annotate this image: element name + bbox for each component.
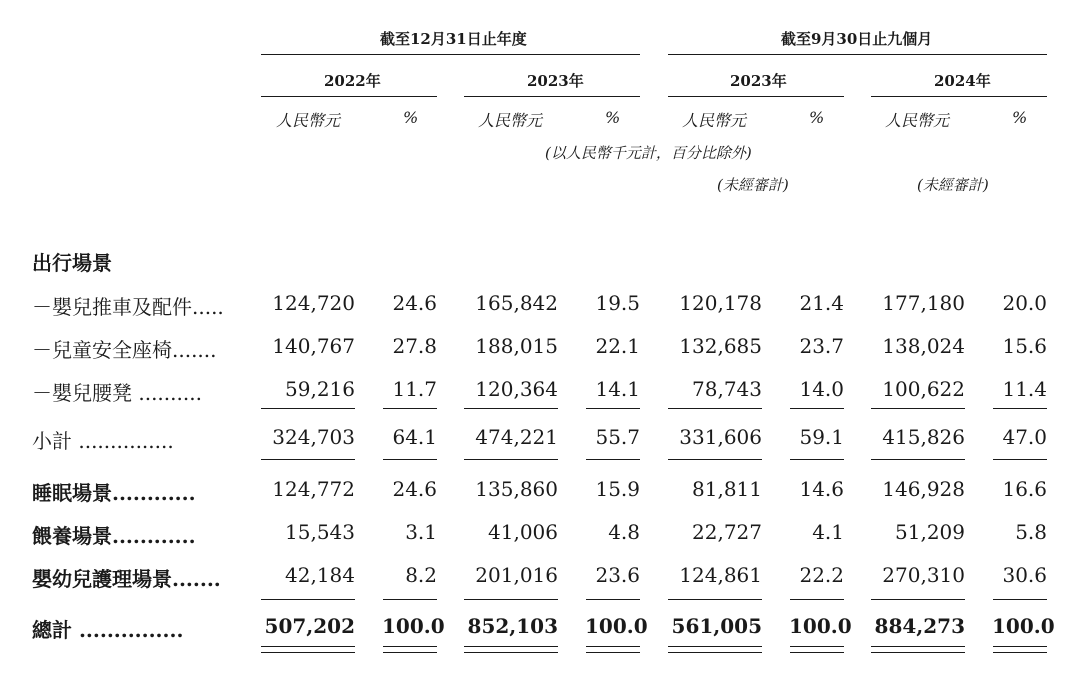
total-double-rule [790, 646, 844, 647]
row-label: 總計 ............... [32, 618, 184, 642]
amount-cell: 124,772 [272, 477, 355, 501]
total-top-rule [261, 599, 355, 600]
percent-cell: 24.6 [392, 291, 437, 315]
year-rule [871, 96, 1047, 97]
percent-cell: 100.0 [382, 614, 445, 638]
amount-cell: 15,543 [285, 520, 355, 544]
percent-cell: 11.4 [1002, 377, 1047, 401]
amount-cell: 135,860 [475, 477, 558, 501]
subtotal-bottom-rule [993, 459, 1047, 460]
subtotal-rule [586, 408, 640, 409]
subtotal-bottom-rule [586, 459, 640, 460]
total-top-rule [383, 599, 437, 600]
year-rule [668, 96, 844, 97]
total-double-rule [586, 652, 640, 653]
percent-cell: 4.8 [608, 520, 640, 544]
amount-cell: 507,202 [264, 614, 355, 638]
unaudited-note: (未經審計) [717, 176, 789, 194]
subtotal-rule [993, 408, 1047, 409]
total-double-rule [668, 652, 762, 653]
amount-cell: 415,826 [882, 425, 965, 449]
percent-cell: 23.7 [799, 334, 844, 358]
amount-cell: 124,861 [679, 563, 762, 587]
row-label: 小計 ............... [32, 429, 174, 453]
amount-cell: 120,178 [679, 291, 762, 315]
unaudited-note: (未經審計) [917, 176, 989, 194]
amount-cell: 324,703 [272, 425, 355, 449]
row-label: 睡眠場景............ [32, 481, 196, 505]
year-rule [464, 96, 640, 97]
total-top-rule [871, 599, 965, 600]
year-2023-9m-header: 2023年 [730, 72, 787, 90]
percent-cell: 100.0 [585, 614, 648, 638]
subtotal-bottom-rule [261, 459, 355, 460]
year-2022-header: 2022年 [324, 72, 381, 90]
percent-cell: 22.1 [595, 334, 640, 358]
amount-cell: 124,720 [272, 291, 355, 315]
row-label: －兒童安全座椅....... [32, 338, 217, 362]
amount-cell: 132,685 [679, 334, 762, 358]
subtotal-rule [383, 408, 437, 409]
total-top-rule [993, 599, 1047, 600]
subtotal-rule [464, 408, 558, 409]
percent-cell: 14.6 [799, 477, 844, 501]
total-double-rule [993, 646, 1047, 647]
amount-cell: 146,928 [882, 477, 965, 501]
percent-cell: 23.6 [595, 563, 640, 587]
unit-rmb-header: 人民幣元 [682, 111, 747, 130]
subtotal-rule [261, 408, 355, 409]
total-top-rule [668, 599, 762, 600]
percent-cell: 59.1 [799, 425, 844, 449]
percent-cell: 11.7 [392, 377, 437, 401]
amount-cell: 138,024 [882, 334, 965, 358]
total-double-rule [464, 652, 558, 653]
fy-group-header: 截至12月31日止年度 [380, 30, 527, 48]
subtotal-rule [790, 408, 844, 409]
amount-cell: 270,310 [882, 563, 965, 587]
amount-cell: 78,743 [692, 377, 762, 401]
total-top-rule [464, 599, 558, 600]
row-label: 嬰幼兒護理場景....... [32, 567, 221, 591]
unit-pct-header: % [1012, 108, 1028, 127]
year-2024-9m-header: 2024年 [934, 72, 991, 90]
amount-cell: 165,842 [475, 291, 558, 315]
percent-cell: 100.0 [992, 614, 1055, 638]
subtotal-bottom-rule [383, 459, 437, 460]
amount-cell: 331,606 [679, 425, 762, 449]
subtotal-bottom-rule [871, 459, 965, 460]
total-double-rule [993, 652, 1047, 653]
total-top-rule [586, 599, 640, 600]
percent-cell: 30.6 [1002, 563, 1047, 587]
percent-cell: 15.6 [1002, 334, 1047, 358]
percent-cell: 15.9 [595, 477, 640, 501]
amount-cell: 41,006 [488, 520, 558, 544]
thousands-note: (以人民幣千元計，百分比除外) [545, 144, 752, 162]
percent-cell: 27.8 [392, 334, 437, 358]
total-double-rule [261, 652, 355, 653]
percent-cell: 24.6 [392, 477, 437, 501]
percent-cell: 8.2 [405, 563, 437, 587]
percent-cell: 3.1 [405, 520, 437, 544]
amount-cell: 51,209 [895, 520, 965, 544]
percent-cell: 14.0 [799, 377, 844, 401]
unit-rmb-header: 人民幣元 [478, 111, 543, 130]
row-label: －嬰兒腰凳 .......... [32, 381, 202, 405]
percent-cell: 19.5 [595, 291, 640, 315]
amount-cell: 201,016 [475, 563, 558, 587]
amount-cell: 884,273 [874, 614, 965, 638]
total-top-rule [790, 599, 844, 600]
unit-pct-header: % [809, 108, 825, 127]
subtotal-bottom-rule [668, 459, 762, 460]
unit-pct-header: % [403, 108, 419, 127]
total-double-rule [871, 646, 965, 647]
amount-cell: 22,727 [692, 520, 762, 544]
percent-cell: 21.4 [799, 291, 844, 315]
percent-cell: 20.0 [1002, 291, 1047, 315]
amount-cell: 140,767 [272, 334, 355, 358]
unit-pct-header: % [605, 108, 621, 127]
year-rule [261, 96, 437, 97]
subtotal-bottom-rule [464, 459, 558, 460]
subtotal-rule [668, 408, 762, 409]
amount-cell: 177,180 [882, 291, 965, 315]
amount-cell: 120,364 [475, 377, 558, 401]
amount-cell: 852,103 [467, 614, 558, 638]
percent-cell: 64.1 [392, 425, 437, 449]
total-double-rule [261, 646, 355, 647]
row-label: －嬰兒推車及配件..... [32, 295, 224, 319]
percent-cell: 16.6 [1002, 477, 1047, 501]
amount-cell: 42,184 [285, 563, 355, 587]
subtotal-rule [871, 408, 965, 409]
amount-cell: 100,622 [882, 377, 965, 401]
amount-cell: 188,015 [475, 334, 558, 358]
total-double-rule [790, 652, 844, 653]
section-title: 出行場景 [32, 251, 112, 275]
year-2023-header: 2023年 [527, 72, 584, 90]
percent-cell: 47.0 [1002, 425, 1047, 449]
total-double-rule [464, 646, 558, 647]
percent-cell: 4.1 [812, 520, 844, 544]
percent-cell: 100.0 [789, 614, 852, 638]
percent-cell: 5.8 [1015, 520, 1047, 544]
total-double-rule [871, 652, 965, 653]
amount-cell: 59,216 [285, 377, 355, 401]
total-double-rule [383, 652, 437, 653]
subtotal-bottom-rule [790, 459, 844, 460]
unit-rmb-header: 人民幣元 [276, 111, 341, 130]
percent-cell: 55.7 [595, 425, 640, 449]
unit-rmb-header: 人民幣元 [885, 111, 950, 130]
nine-month-group-header: 截至9月30日止九個月 [781, 30, 933, 48]
total-double-rule [383, 646, 437, 647]
amount-cell: 561,005 [671, 614, 762, 638]
fy-group-rule [261, 54, 640, 55]
total-double-rule [586, 646, 640, 647]
amount-cell: 81,811 [692, 477, 762, 501]
row-label: 餵養場景............ [32, 524, 196, 548]
nine-month-group-rule [668, 54, 1047, 55]
total-double-rule [668, 646, 762, 647]
amount-cell: 474,221 [475, 425, 558, 449]
percent-cell: 22.2 [799, 563, 844, 587]
percent-cell: 14.1 [595, 377, 640, 401]
